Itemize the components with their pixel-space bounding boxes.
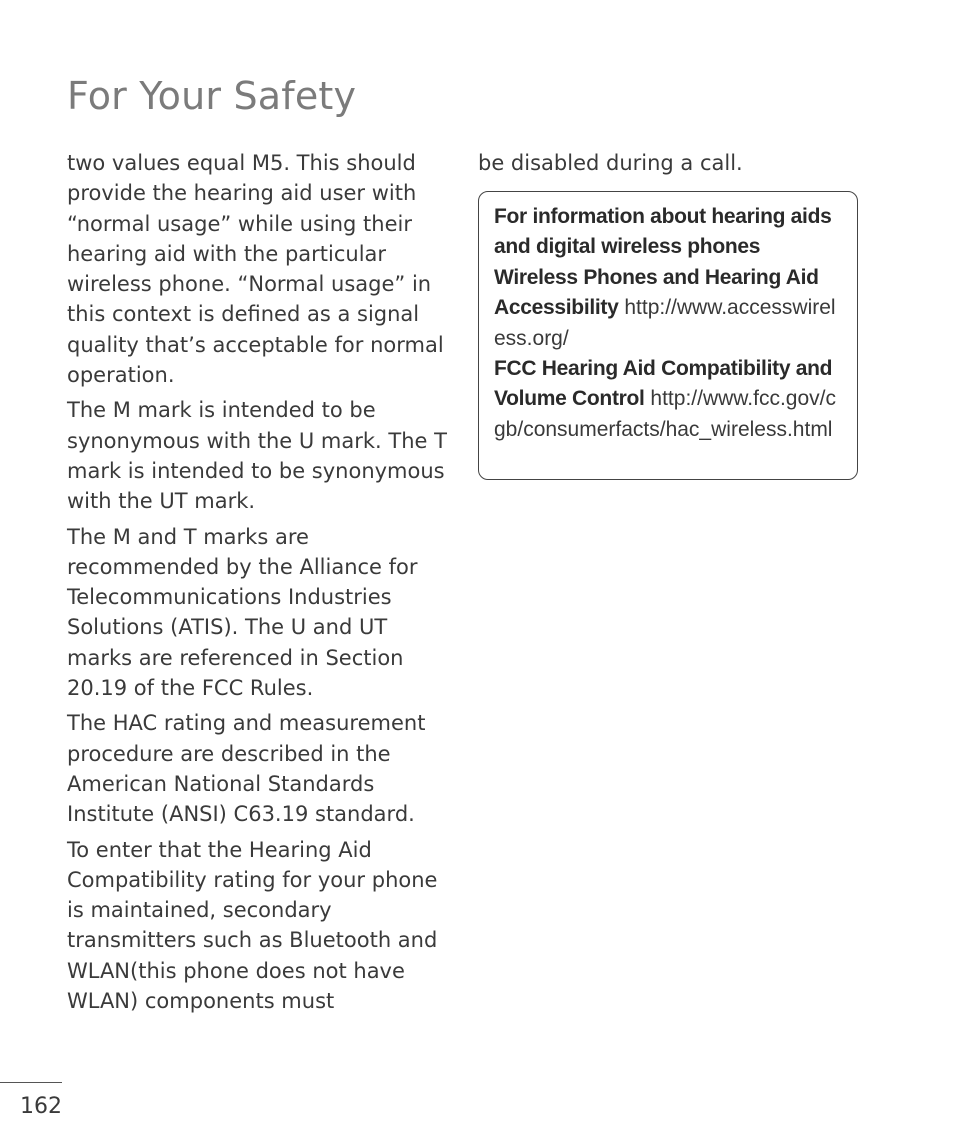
- page-number: 162: [20, 1094, 62, 1119]
- body-paragraph: The M and T marks are recommended by the Alliance for Telecommunications Industries Solutions (ATIS). The U and UT marks are referenced in Section 20.19 of the FCC Rules.: [67, 524, 418, 701]
- info-entry-fcc: [494, 354, 843, 445]
- info-entry-accessibility: [494, 263, 843, 354]
- footer-divider: [0, 1082, 62, 1083]
- info-entry-label: FCC Hearing Aid Compatibility and Volume Control: [494, 357, 833, 411]
- continued-paragraph: be disabled during a call.: [478, 151, 743, 175]
- body-paragraph: To enter that the Hearing Aid Compatibility rating for your phone is maintained, secondary transmitters such as Bluetooth and WLAN(this phone does not have WLAN) components must: [67, 837, 438, 1014]
- right-column: [478, 148, 863, 178]
- left-column: [67, 148, 452, 1021]
- info-entry-link[interactable]: http://www.accesswireless.org/: [494, 296, 836, 350]
- info-entry-label: Wireless Phones and Hearing Aid Accessibility: [494, 265, 819, 320]
- body-paragraph: The HAC rating and measurement procedure are described in the American National Standards Institute (ANSI) C63.19 standard.: [67, 711, 426, 827]
- page-title: For Your Safety: [67, 74, 357, 118]
- info-entry-link[interactable]: http://www.fcc.gov/cgb/consumerfacts/hac_wireless.html: [494, 387, 836, 441]
- info-box-title: For information about hearing aids and digital wireless phones: [494, 205, 832, 259]
- info-box: [478, 191, 858, 480]
- body-paragraph: two values equal M5. This should provide the hearing aid user with “normal usage” while using their hearing aid with the particular wireless phone. “Normal usage” in this context is defined as a signal quality that’s acceptable for normal operation.: [67, 151, 444, 388]
- body-paragraph: The M mark is intended to be synonymous with the U mark. The T mark is intended to be synonymous with the UT mark.: [67, 398, 447, 514]
